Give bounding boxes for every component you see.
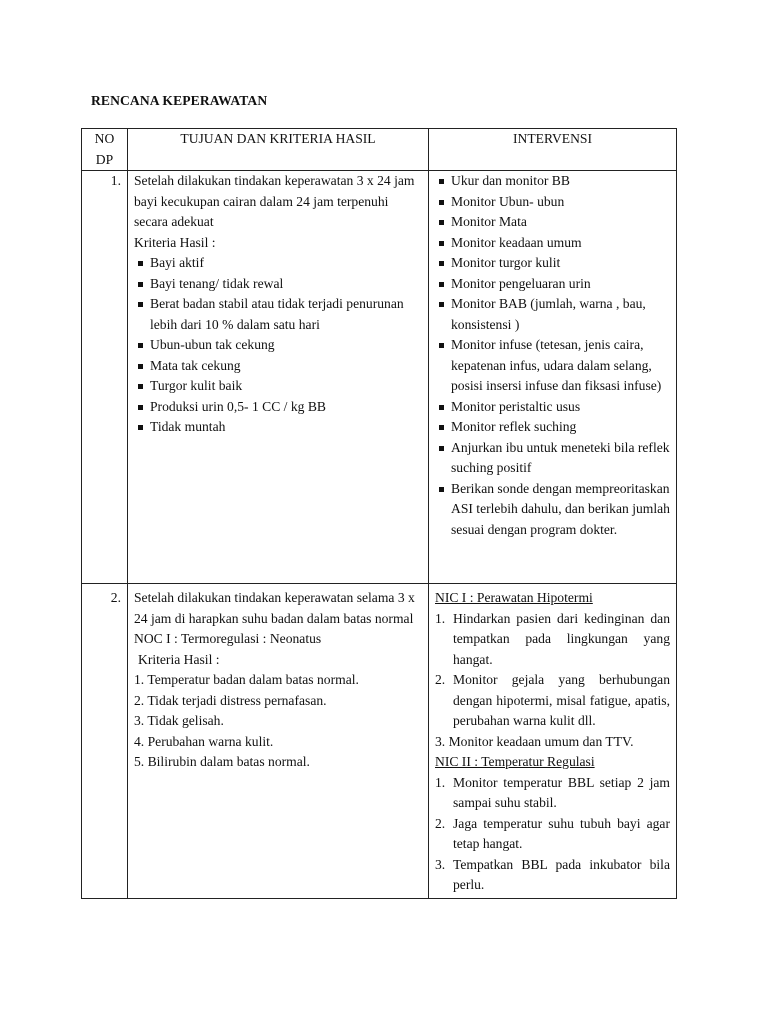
kriteria-list	[134, 253, 422, 438]
list-item: Bayi tenang/ tidak rewal	[134, 274, 422, 295]
tujuan-cell	[128, 584, 429, 899]
nic2-title: NIC II : Temperatur Regulasi	[435, 754, 595, 769]
list-item: 5. Bilirubin dalam batas normal.	[134, 754, 310, 769]
list-item: Monitor Mata	[435, 212, 670, 233]
list-item: Anjurkan ibu untuk meneteki bila reflek suching positif	[435, 438, 670, 479]
document-title: RENCANA KEPERAWATAN	[91, 93, 268, 108]
kriteria-label: Kriteria Hasil :	[134, 234, 216, 250]
table-row	[82, 584, 677, 899]
tujuan-intro: Setelah dilakukan tindakan keperawatan selama 3 x 24 jam di harapkan suhu badan dalam batas normal	[134, 590, 415, 626]
list-item: 1. Temperatur badan dalam batas normal.	[134, 672, 359, 687]
nic2-list	[435, 773, 670, 896]
list-item: Monitor infuse (tetesan, jenis caira, kepatenan infus, udara dalam selang, posisi insersi infuse dan fiksasi infuse)	[435, 335, 670, 397]
list-item: 3. Monitor keadaan umum dan TTV.	[435, 733, 634, 749]
row-number: 1.	[82, 171, 128, 584]
list-item: Turgor kulit baik	[134, 376, 422, 397]
list-item: Mata tak cekung	[134, 356, 422, 377]
noc-label: NOC I : Termoregulasi : Neonatus	[134, 631, 322, 646]
intervensi-list	[435, 171, 670, 540]
care-plan-table	[81, 128, 677, 899]
header-intervensi: INTERVENSI	[429, 129, 677, 171]
list-item: Ubun-ubun tak cekung	[134, 335, 422, 356]
list-item: Berat badan stabil atau tidak terjadi penurunan lebih dari 10 % dalam satu hari	[134, 294, 422, 335]
row-number: 2.	[82, 584, 128, 899]
list-item: Monitor reflek suching	[435, 417, 670, 438]
list-item: Monitor keadaan umum	[435, 233, 670, 254]
list-item: 2. Monitor gejala yang berhubungan dengan hipotermi, misal fatigue, apatis, perubahan warna kulit dll.	[435, 672, 670, 728]
list-item: Berikan sonde dengan mempreoritaskan ASI terlebih dahulu, dan berikan jumlah sesuai dengan program dokter.	[435, 479, 670, 541]
list-item: Ukur dan monitor BB	[435, 171, 670, 192]
tujuan-intro: Setelah dilakukan tindakan keperawatan 3 x 24 jam bayi kecukupan cairan dalam 24 jam terpenuhi secara adekuat	[134, 173, 415, 229]
header-no-dp: NO DP	[82, 129, 128, 171]
list-item: 2. Jaga temperatur suhu tubuh bayi agar tetap hangat.	[435, 815, 670, 851]
nic1-title: NIC I : Perawatan Hipotermi	[435, 590, 593, 605]
list-item: 2. Tidak terjadi distress pernafasan.	[134, 692, 327, 708]
tujuan-cell	[128, 171, 429, 584]
table-row	[82, 171, 677, 584]
list-item: 4. Perubahan warna kulit.	[134, 733, 274, 749]
nic1-list	[435, 609, 670, 732]
intervensi-cell	[429, 171, 677, 584]
list-item: Tidak muntah	[134, 417, 422, 438]
kriteria-label: Kriteria Hasil :	[138, 651, 220, 667]
list-item: 1. Monitor temperatur BBL setiap 2 jam sampai suhu stabil.	[435, 774, 670, 810]
list-item: Monitor pengeluaran urin	[435, 274, 670, 295]
table-header-row	[82, 129, 677, 171]
list-item: Bayi aktif	[134, 253, 422, 274]
list-item: 3. Tempatkan BBL pada inkubator bila perlu.	[435, 856, 670, 892]
intervensi-cell	[429, 584, 677, 899]
header-tujuan: TUJUAN DAN KRITERIA HASIL	[128, 129, 429, 171]
list-item: Monitor turgor kulit	[435, 253, 670, 274]
list-item: 1. Hindarkan pasien dari kedinginan dan tempatkan pada lingkungan yang hangat.	[435, 610, 670, 667]
list-item: 3. Tidak gelisah.	[134, 713, 224, 728]
list-item: Monitor Ubun- ubun	[435, 192, 670, 213]
list-item: Monitor peristaltic usus	[435, 397, 670, 418]
list-item: Produksi urin 0,5- 1 CC / kg BB	[134, 397, 422, 418]
list-item: Monitor BAB (jumlah, warna , bau, konsistensi )	[435, 294, 670, 335]
